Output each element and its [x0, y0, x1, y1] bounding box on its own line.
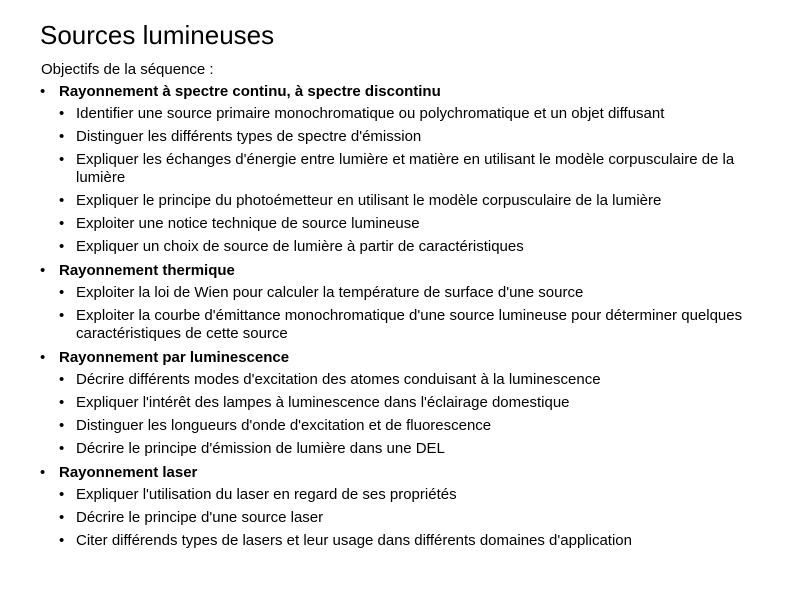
- list-item-text: Distinguer les longueurs d'onde d'excitation et de fluorescence: [76, 417, 492, 434]
- bullet-icon: •: [40, 83, 46, 100]
- bullet-icon: •: [40, 262, 46, 279]
- list-item: [59, 532, 760, 550]
- section-title: Rayonnement par luminescence: [59, 349, 290, 366]
- slide-title: Sources lumineuses: [40, 20, 275, 50]
- bullet-icon: •: [59, 417, 65, 434]
- list-item: [59, 486, 760, 504]
- list-item-text: Citer différends types de lasers et leur usage dans différents domaines d'application: [76, 532, 632, 549]
- section: [40, 348, 760, 458]
- bullet-icon: •: [59, 371, 65, 388]
- list-item: [59, 284, 760, 302]
- intro-text: Objectifs de la séquence :: [41, 61, 214, 78]
- bullet-icon: •: [59, 284, 65, 301]
- section-title: Rayonnement à spectre continu, à spectre discontinu: [59, 83, 441, 100]
- list-item: [59, 394, 760, 412]
- bullet-icon: •: [59, 238, 65, 255]
- bullet-icon: •: [59, 105, 65, 122]
- list-item-text: Exploiter la loi de Wien pour calculer la température de surface d'une source: [76, 284, 584, 301]
- bullet-icon: •: [59, 509, 65, 526]
- bullet-icon: •: [59, 151, 65, 168]
- list-item-text: Expliquer l'utilisation du laser en regard de ses propriétés: [76, 486, 457, 503]
- bullet-icon: •: [40, 349, 46, 366]
- section-items: [59, 284, 760, 343]
- bullet-icon: •: [59, 486, 65, 503]
- bullet-icon: •: [59, 532, 65, 549]
- list-item: [59, 215, 760, 233]
- bullet-icon: •: [59, 307, 65, 324]
- list-item-text: Décrire différents modes d'excitation des atomes conduisant à la luminescence: [76, 371, 601, 388]
- section-title: Rayonnement thermique: [59, 262, 235, 279]
- list-item: [59, 128, 760, 146]
- section: [40, 82, 760, 256]
- list-item-text: Expliquer les échanges d'énergie entre lumière et matière en utilisant le modèle corpusculaire de la lumière: [76, 151, 735, 186]
- section-title: Rayonnement laser: [59, 464, 198, 481]
- bullet-icon: •: [59, 128, 65, 145]
- list-item-text: Exploiter la courbe d'émittance monochromatique d'une source lumineuse pour déterminer quelques caractéristiques de cette source: [76, 307, 743, 342]
- list-item-text: Identifier une source primaire monochromatique ou polychromatique et un objet diffusant: [76, 105, 665, 122]
- list-item: [59, 151, 760, 187]
- bullet-icon: •: [40, 464, 46, 481]
- list-item-text: Décrire le principe d'une source laser: [76, 509, 324, 526]
- list-item-text: Exploiter une notice technique de source lumineuse: [76, 215, 420, 232]
- list-item: [59, 509, 760, 527]
- bullet-icon: •: [59, 394, 65, 411]
- section: [40, 261, 760, 343]
- list-item-text: Expliquer le principe du photoémetteur en utilisant le modèle corpusculaire de la lumière: [76, 192, 662, 209]
- bullet-icon: •: [59, 440, 65, 457]
- list-item: [59, 307, 760, 343]
- list-item: [59, 238, 760, 256]
- list-item-text: Distinguer les différents types de spectre d'émission: [76, 128, 422, 145]
- list-item-text: Expliquer l'intérêt des lampes à luminescence dans l'éclairage domestique: [76, 394, 570, 411]
- objectives-list: [40, 82, 760, 555]
- section: [40, 463, 760, 550]
- list-item: [59, 440, 760, 458]
- list-item-text: Expliquer un choix de source de lumière à partir de caractéristiques: [76, 238, 524, 255]
- bullet-icon: •: [59, 215, 65, 232]
- section-items: [59, 371, 760, 458]
- section-items: [59, 105, 760, 256]
- list-item-text: Décrire le principe d'émission de lumière dans une DEL: [76, 440, 445, 457]
- list-item: [59, 371, 760, 389]
- bullet-icon: •: [59, 192, 65, 209]
- list-item: [59, 105, 760, 123]
- list-item: [59, 192, 760, 210]
- list-item: [59, 417, 760, 435]
- section-items: [59, 486, 760, 550]
